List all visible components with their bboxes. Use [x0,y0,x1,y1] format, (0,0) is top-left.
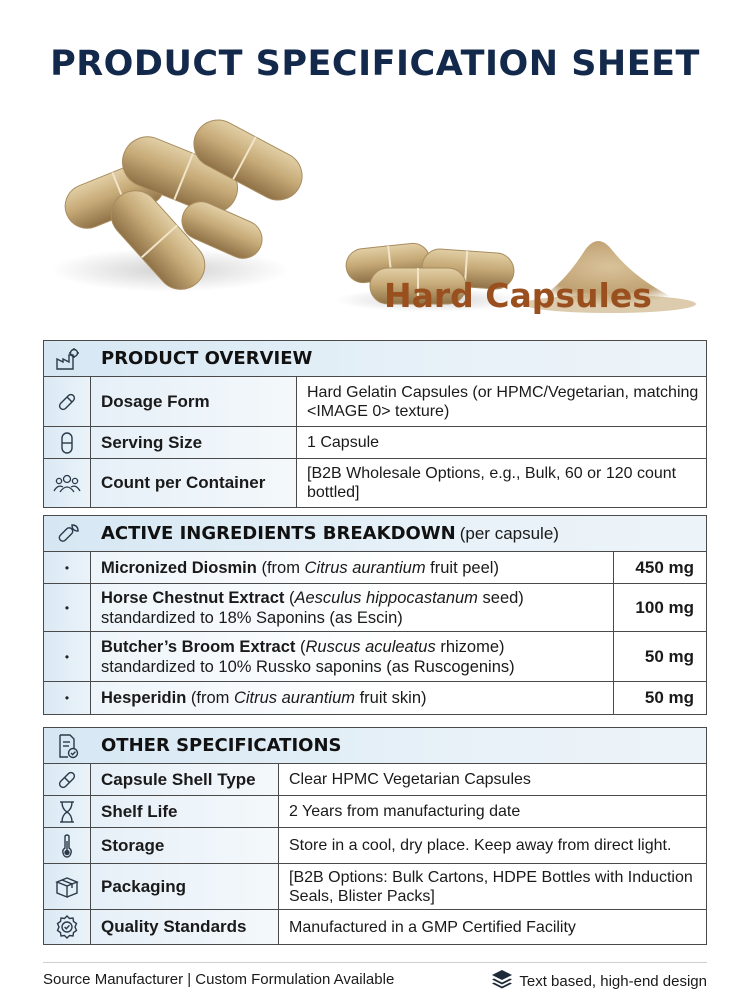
latin-name: Aesculus hippocastanum [294,588,478,607]
ingredient-row: • Butcher’s Broom Extract (Ruscus aculeatus rhizome) standardized to 10% Russko saponins (as Ruscogenins) 50 mg [44,632,706,682]
ingredient-name: Horse Chestnut Extract [101,588,285,607]
ingredient-amount: 50 mg [644,646,694,666]
spec-value: [B2B Options: Bulk Cartons, HDPE Bottles with Induction Seals, Blister Packs] [289,868,693,905]
spec-row-capsule-shell-type [44,764,706,796]
ingredient-row: • Horse Chestnut Extract (Aesculus hippocastanum seed) standardized to 18% Saponins (as Escin) 100 mg [44,584,706,632]
spec-label: Packaging [91,864,279,909]
capsule-icon [44,764,91,795]
bullet: • [64,560,70,575]
section-header [44,516,706,552]
product-overview-section [43,340,707,508]
hero-title: Hard Capsules [384,276,652,315]
document-check-icon [44,728,91,764]
section-title: ACTIVE INGREDIENTS BREAKDOWN [101,523,456,544]
capsule-icon [44,377,91,426]
single-capsule-icon [44,427,91,458]
latin-name: Citrus aurantium [233,689,355,707]
spec-row-shelf-life [44,796,706,828]
spec-label: Serving Size [91,427,297,458]
page-title: PRODUCT SPECIFICATION SHEET [50,44,700,84]
ingredient-name: Butcher’s Broom Extract [101,637,296,656]
ingredient-amount: 100 mg [635,597,694,617]
other-specifications-section [43,727,707,945]
spec-value: 1 Capsule [307,434,380,451]
bullet: • [64,600,70,615]
box-icon [44,864,91,909]
section-title: OTHER SPECIFICATIONS [101,735,342,756]
hero-image [0,100,750,330]
spec-row-quality-standards [44,910,706,944]
ingredient-row: • Micronized Diosmin (from Citrus aurantium fruit peel) 450 mg [44,552,706,584]
spec-row-serving-size [44,427,706,459]
spec-row-packaging [44,864,706,910]
footer-source-text: Source Manufacturer | Custom Formulation Available [43,971,395,988]
capsule-leaf-icon [44,516,91,552]
ingredient-amount: 50 mg [644,688,694,707]
bullet: • [64,691,70,705]
ingredient-row: • Hesperidin (from Citrus aurantium fruit skin) 50 mg [44,682,706,714]
bullet: • [64,649,70,664]
spec-row-count-per-container [44,459,706,507]
spec-value: Hard Gelatin Capsules (or HPMC/Vegetarian, matching <IMAGE 0> texture) [307,383,699,420]
latin-name: Ruscus aculeatus [305,637,436,656]
spec-row-storage [44,828,706,864]
spec-value: 2 Years from manufacturing date [289,803,521,820]
ingredient-standardization: standardized to 10% Russko saponins (as Ruscogenins) [101,657,515,676]
latin-name: Citrus aurantium [304,558,426,577]
spec-label: Storage [91,828,279,863]
active-ingredients-section [43,515,707,715]
section-header [44,728,706,764]
spec-label: Capsule Shell Type [91,764,279,795]
thermometer-icon [44,828,91,863]
spec-label: Shelf Life [91,796,279,827]
spec-value: [B2B Wholesale Options, e.g., Bulk, 60 or 120 count bottled] [307,465,677,501]
section-note: (per capsule) [459,523,559,543]
layers-logo-icon [491,969,513,993]
spec-label: Count per Container [91,459,297,507]
quality-seal-icon [44,910,91,944]
spec-row-dosage-form [44,377,706,427]
ingredient-amount: 450 mg [635,557,694,577]
spec-value: Clear HPMC Vegetarian Capsules [289,771,531,788]
ingredient-name: Micronized Diosmin [101,558,257,577]
section-header [44,341,706,377]
section-title: PRODUCT OVERVIEW [101,348,313,369]
ingredient-name: Hesperidin [101,689,187,707]
spec-value: Store in a cool, dry place. Keep away from direct light. [289,837,672,854]
hourglass-icon [44,796,91,827]
spec-label: Quality Standards [91,910,279,944]
factory-gear-icon [44,341,91,377]
spec-value: Manufactured in a GMP Certified Facility [289,918,576,936]
footer-divider [43,962,707,963]
people-icon [44,459,91,507]
spec-label: Dosage Form [91,377,297,426]
footer-design-note: Text based, high-end design [491,969,707,993]
ingredient-standardization: standardized to 18% Saponins (as Escin) [101,608,403,627]
